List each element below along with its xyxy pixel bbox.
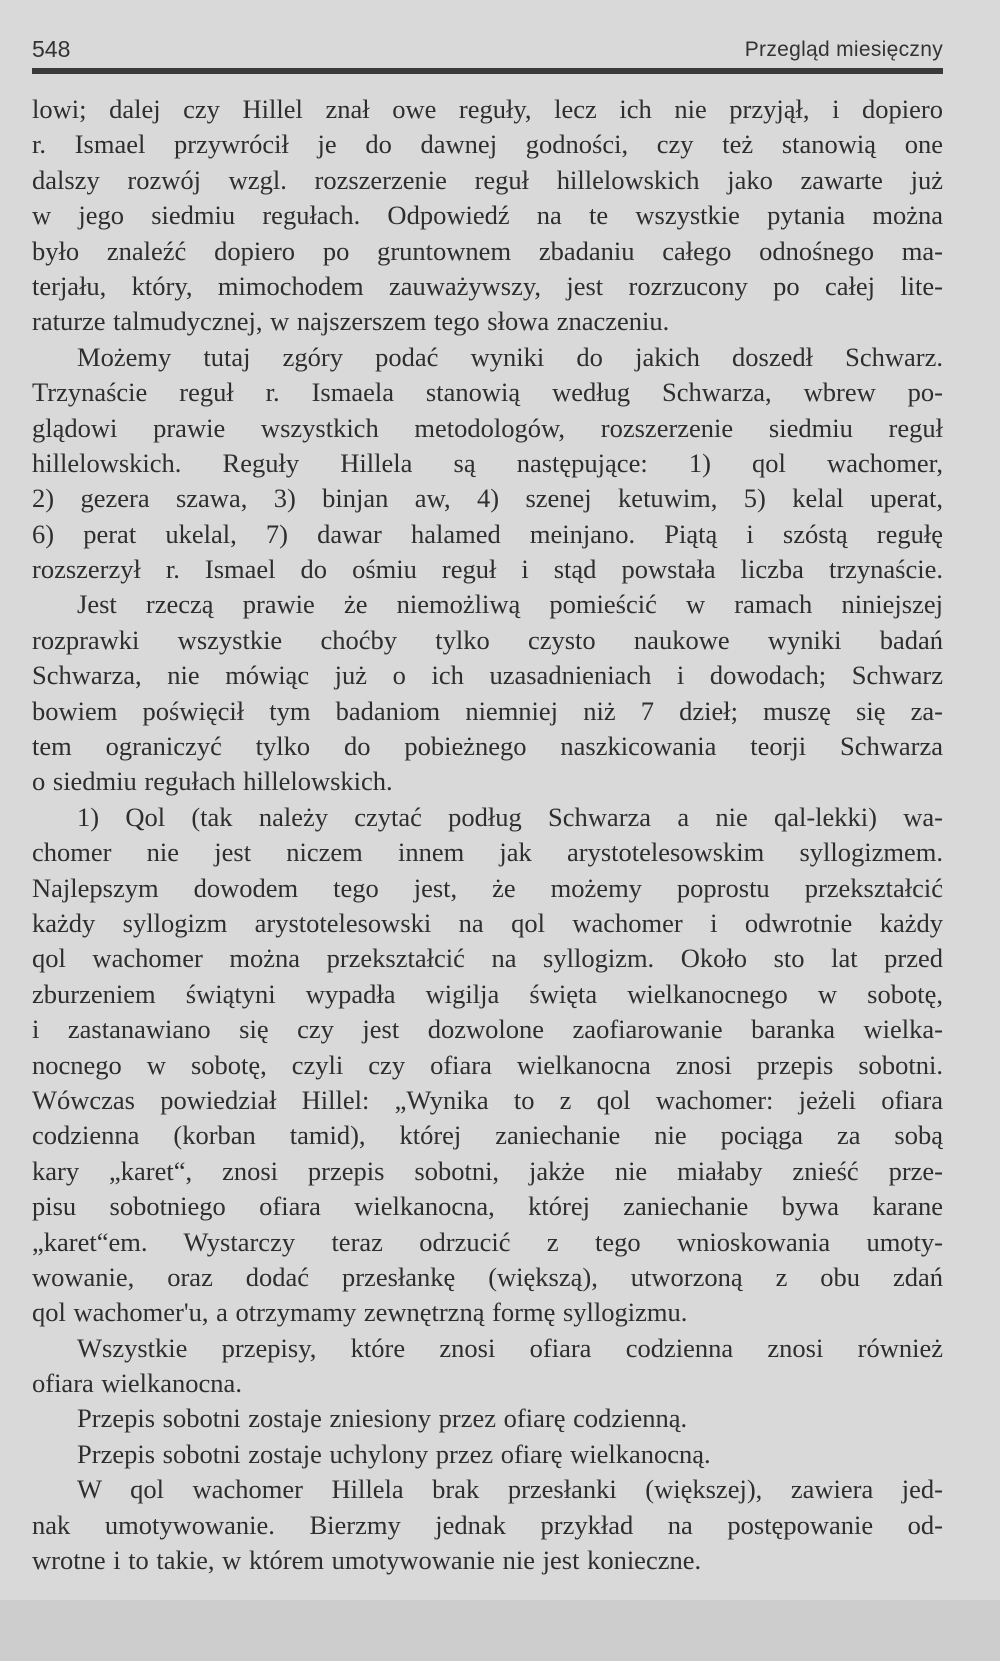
text-line: tem ograniczyć tylko do pobieżnego naszkicowania teorji Schwarza [32, 731, 943, 762]
running-title: Przegląd miesięczny [744, 38, 943, 61]
text-line: o siedmiu regułach hillelowskich. [32, 766, 393, 797]
text-line: bowiem poświęcił tym badaniom niemniej niż 7 dzieł; muszę się za- [32, 695, 943, 726]
text-line: codzienna (korban tamid), której zaniechanie nie pociąga za sobą [32, 1120, 943, 1151]
text-line: i zastanawiano się czy jest dozwolone zaofiarowanie baranka wielka- [32, 1014, 943, 1045]
text-line: Wszystkie przepisy, które znosi ofiara codzienna znosi również [77, 1332, 943, 1363]
text-line: glądowi prawie wszystkich metodologów, rozszerzenie siedmiu reguł [32, 412, 943, 443]
text-line: W qol wachomer Hillela brak przesłanki (większej), zawiera jed- [77, 1474, 943, 1505]
text-line: pisu sobotniego ofiara wielkanocna, której zaniechanie bywa karane [32, 1191, 943, 1222]
text-line: Przepis sobotni zostaje zniesiony przez ofiarę codzienną. [77, 1403, 688, 1434]
text-line: Przepis sobotni zostaje uchylony przez ofiarę wielkanocną. [77, 1438, 711, 1469]
text-line: wrotne i to takie, w którem umotywowanie nie jest konieczne. [32, 1545, 702, 1576]
text-line: było znaleźć dopiero po gruntownem zbadaniu całego odnośnego ma- [32, 235, 943, 266]
text-line: dalszy rozwój wzgl. rozszerzenie reguł hillelowskich jako zawarte już [32, 164, 943, 195]
page-header [32, 34, 943, 66]
text-line: ofiara wielkanocna. [32, 1368, 242, 1399]
text-line: każdy syllogizm arystotelesowski na qol wachomer i odwrotnie każdy [32, 907, 943, 938]
text-line: rozszerzył r. Ismael do ośmiu reguł i stąd powstała liczba trzynaście. [32, 554, 943, 585]
header-rule [32, 68, 943, 74]
page-bottom-margin [0, 1600, 1000, 1661]
text-line: Wówczas powiedział Hillel: „Wynika to z qol wachomer: jeżeli ofiara [32, 1084, 943, 1115]
text-line: raturze talmudycznej, w najszerszem tego słowa znaczeniu. [32, 306, 670, 337]
text-line: Najlepszym dowodem tego jest, że możemy poprostu przekształcić [32, 872, 943, 903]
text-line: 2) gezera szawa, 3) binjan aw, 4) szenej ketuwim, 5) kelal uperat, [32, 483, 943, 514]
text-line: Trzynaście reguł r. Ismaela stanowią według Schwarza, wbrew po- [32, 377, 943, 408]
text-line: kary „karet“, znosi przepis sobotni, jakże nie miałaby znieść prze- [32, 1155, 943, 1186]
text-line: hillelowskich. Reguły Hillela są następujące: 1) qol wachomer, [32, 447, 943, 478]
text-line: terjału, który, mimochodem zauważywszy, jest rozrzucony po całej lite- [32, 270, 943, 301]
text-line: 1) Qol (tak należy czytać podług Schwarza a nie qal-lekki) wa- [77, 801, 943, 832]
page-number: 548 [32, 36, 71, 62]
text-line: nak umotywowanie. Bierzmy jednak przykład na postępowanie od- [32, 1509, 943, 1540]
text-line: chomer nie jest niczem innem jak arystotelesowskim syllogizmem. [32, 837, 943, 868]
text-line: r. Ismael przywrócił je do dawnej godności, czy też stanowią one [32, 129, 943, 160]
text-line: „karet“em. Wystarczy teraz odrzucić z tego wnioskowania umoty- [32, 1226, 943, 1257]
text-line: lowi; dalej czy Hillel znał owe reguły, lecz ich nie przyjął, i dopiero [32, 94, 943, 124]
text-line: rozprawki wszystkie choćby tylko czysto naukowe wyniki badań [32, 624, 943, 655]
text-line: Jest rzeczą prawie że niemożliwą pomieścić w ramach niniejszej [77, 589, 943, 620]
text-line: wowanie, oraz dodać przesłankę (większą), utworzoną z obu zdań [32, 1261, 943, 1292]
text-line: qol wachomer'u, a otrzymamy zewnętrzną formę syllogizmu. [32, 1297, 688, 1328]
text-line: qol wachomer można przekształcić na syllogizm. Około sto lat przed [32, 943, 943, 974]
text-line: zburzeniem świątyni wypadła wigilja święta wielkanocnego w sobotę, [32, 978, 943, 1009]
text-line: Możemy tutaj zgóry podać wyniki do jakich doszedł Schwarz. [77, 341, 943, 372]
text-line: 6) perat ukelal, 7) dawar halamed meinjano. Piątą i szóstą regułę [32, 518, 943, 549]
text-line: w jego siedmiu regułach. Odpowiedź na te wszystkie pytania można [32, 200, 943, 231]
body-text [32, 92, 943, 1578]
text-line: Schwarza, nie mówiąc już o ich uzasadnieniach i dowodach; Schwarz [32, 660, 943, 691]
text-line: nocnego w sobotę, czyli czy ofiara wielkanocna znosi przepis sobotni. [32, 1049, 943, 1080]
